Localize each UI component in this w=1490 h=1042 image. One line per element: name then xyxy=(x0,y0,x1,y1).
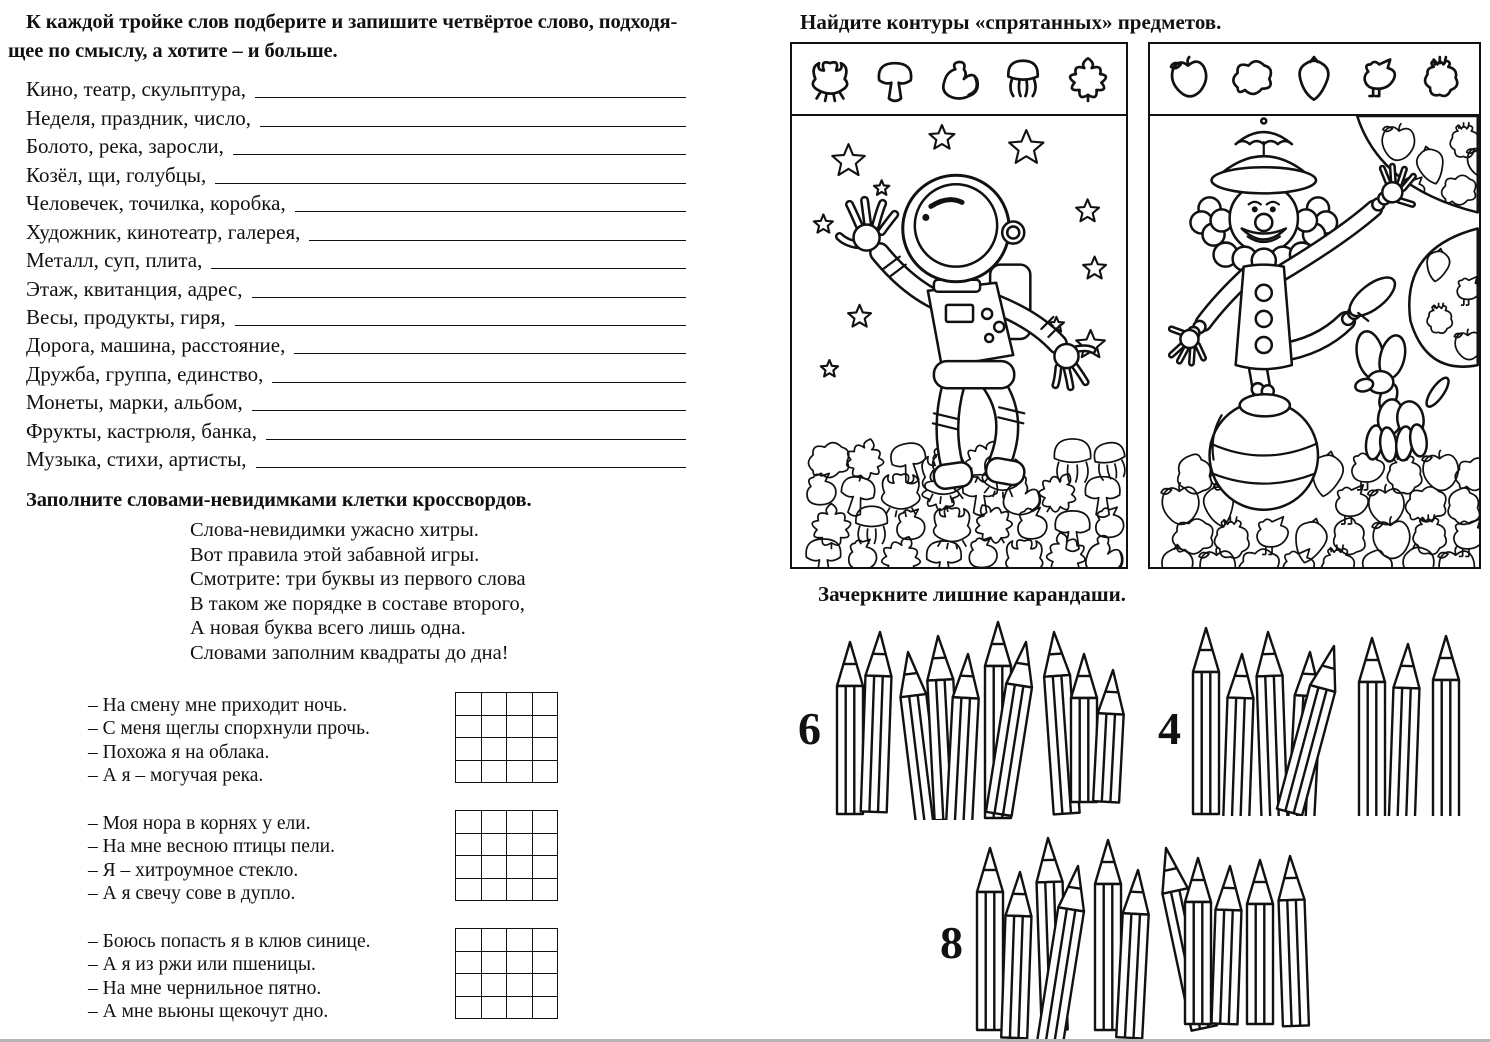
crossword-cell[interactable] xyxy=(507,760,533,783)
word-triple-row xyxy=(26,444,686,472)
crossword-cell[interactable] xyxy=(532,951,558,974)
answer-blank[interactable] xyxy=(235,325,686,326)
crossword-cell[interactable] xyxy=(532,996,558,1019)
crossword-cell[interactable] xyxy=(456,811,482,834)
riddle-line: – А я свечу сове в дупло. xyxy=(88,883,296,905)
pencil[interactable] xyxy=(1001,872,1033,1039)
answer-blank[interactable] xyxy=(309,240,686,241)
pencil-group-8 xyxy=(936,820,1326,1042)
pencil[interactable] xyxy=(1247,860,1273,1024)
task-heading-hidden-objects: Найдите контуры «спрятанных» предметов. xyxy=(800,10,1222,34)
hidden-objects-legend xyxy=(792,44,1126,116)
jellyfish-icon xyxy=(995,51,1051,107)
poem xyxy=(190,518,526,666)
riddle-line: – Боюсь попасть я в клюв синице. xyxy=(88,931,371,952)
crossword-cell[interactable] xyxy=(507,856,533,879)
word-triples-list xyxy=(26,74,686,472)
crossword-cell[interactable] xyxy=(532,760,558,783)
cloud-icon xyxy=(1223,51,1279,107)
pencil[interactable] xyxy=(837,642,863,814)
crossword-cell[interactable] xyxy=(456,974,482,997)
word-triple-row xyxy=(26,74,686,102)
crossword-cell[interactable] xyxy=(532,974,558,997)
crossword-cell[interactable] xyxy=(456,951,482,974)
pencil[interactable] xyxy=(861,632,893,813)
answer-blank[interactable] xyxy=(272,382,686,383)
crossword-grid xyxy=(455,692,558,783)
pencil-group-4 xyxy=(1156,616,1478,816)
crossword-cell[interactable] xyxy=(481,693,507,716)
crossword-cell[interactable] xyxy=(532,833,558,856)
answer-blank[interactable] xyxy=(294,353,686,354)
word-triple-row xyxy=(26,188,686,216)
word-triple-text: Музыка, стихи, артисты, xyxy=(26,447,247,472)
pencil[interactable] xyxy=(1093,669,1126,802)
pencil[interactable] xyxy=(1277,856,1309,1027)
word-triple-row xyxy=(26,131,686,159)
crossword-cell[interactable] xyxy=(507,738,533,761)
riddle-grid-slot xyxy=(455,928,558,1019)
word-triple-text: Болото, река, заросли, xyxy=(26,134,224,159)
crossword-cell[interactable] xyxy=(507,693,533,716)
task-heading-words xyxy=(8,8,690,65)
word-triple-text: Металл, суп, плита, xyxy=(26,248,203,273)
riddle-line: – А я – могучая река. xyxy=(88,765,264,787)
answer-blank[interactable] xyxy=(295,211,686,212)
raspberry-icon xyxy=(1413,51,1469,107)
poem-line: А новая буква всего лишь одна. xyxy=(190,617,466,640)
astronaut-scene[interactable] xyxy=(792,116,1126,567)
riddle-line: – С меня щеглы спорхнули прочь. xyxy=(88,718,370,740)
crossword-cell[interactable] xyxy=(456,856,482,879)
riddle-line: – Похожа я на облака. xyxy=(88,741,270,763)
poem-line: В таком же порядке в составе второго, xyxy=(190,592,525,615)
answer-blank[interactable] xyxy=(252,297,686,298)
crossword-cell[interactable] xyxy=(481,974,507,997)
word-triple-row xyxy=(26,415,686,443)
riddle-line: – А я из ржи или пшеницы. xyxy=(88,954,316,976)
hidden-objects-puzzle-clown xyxy=(1148,42,1481,569)
word-triple-row xyxy=(26,358,686,386)
crossword-cell[interactable] xyxy=(481,811,507,834)
word-triple-row xyxy=(26,159,686,187)
word-triple-text: Художник, кинотеатр, галерея, xyxy=(26,219,301,244)
crossword-cell[interactable] xyxy=(456,760,482,783)
poem-line: Вот правила этой забавной игры. xyxy=(190,543,480,566)
pencil[interactable] xyxy=(1193,628,1219,814)
crossword-cell[interactable] xyxy=(507,929,533,952)
word-triple-row xyxy=(26,216,686,244)
riddle-line: – А мне вьюны щекочут дно. xyxy=(88,1001,329,1023)
squirrel-icon xyxy=(931,51,987,107)
poem-line: Слова-невидимки ужасно хитры. xyxy=(190,519,479,541)
crossword-cell[interactable] xyxy=(456,929,482,952)
pencil-group-6 xyxy=(796,616,1150,820)
hidden-objects-legend xyxy=(1150,44,1479,116)
crossword-cell[interactable] xyxy=(481,760,507,783)
word-triple-text: Человечек, точилка, коробка, xyxy=(26,191,286,216)
crossword-cell[interactable] xyxy=(481,833,507,856)
task-heading-crosswords: Заполните словами-невидимками клетки кроссвордов. xyxy=(26,489,532,511)
answer-blank[interactable] xyxy=(233,154,686,155)
word-triple-row xyxy=(26,387,686,415)
word-triple-text: Неделя, праздник, число, xyxy=(26,105,252,130)
word-triple-text: Козёл, щи, голубцы, xyxy=(26,162,207,187)
crossword-cell[interactable] xyxy=(507,878,533,901)
clown-scene[interactable] xyxy=(1150,116,1479,567)
pencil-count-label: 6 xyxy=(798,703,821,754)
apple-icon xyxy=(1160,51,1216,107)
riddle-line: – На мне чернильное пятно. xyxy=(88,977,322,999)
hidden-objects-puzzle-astronaut xyxy=(790,42,1128,569)
crossword-grid xyxy=(455,928,558,1019)
crossword-cell[interactable] xyxy=(507,715,533,738)
crossword-cell[interactable] xyxy=(456,715,482,738)
crossword-cell[interactable] xyxy=(532,715,558,738)
pencil[interactable] xyxy=(1211,866,1242,1025)
task-heading-pencils: Зачеркните лишние карандаши. xyxy=(818,582,1126,606)
answer-blank[interactable] xyxy=(211,268,686,269)
word-triple-row xyxy=(26,273,686,301)
crossword-cell[interactable] xyxy=(481,996,507,1019)
crossword-cell[interactable] xyxy=(507,974,533,997)
word-triple-row xyxy=(26,302,686,330)
crossword-cell[interactable] xyxy=(532,878,558,901)
oak-leaf-icon xyxy=(1060,51,1116,107)
crossword-cell[interactable] xyxy=(507,951,533,974)
crossword-cell[interactable] xyxy=(481,878,507,901)
pencil[interactable] xyxy=(977,848,1003,1030)
crab-icon xyxy=(802,51,858,107)
riddle-line: – На смену мне приходит ночь. xyxy=(88,695,348,716)
word-triple-text: Дорога, машина, расстояние, xyxy=(26,333,286,358)
crossword-cell[interactable] xyxy=(507,811,533,834)
poem-line: Словами заполним квадраты до дна! xyxy=(190,641,509,664)
crossword-cell[interactable] xyxy=(532,811,558,834)
crossword-cell[interactable] xyxy=(456,738,482,761)
crossword-cell[interactable] xyxy=(507,833,533,856)
crossword-cell[interactable] xyxy=(456,878,482,901)
riddle-block xyxy=(88,812,335,906)
answer-blank[interactable] xyxy=(260,126,686,127)
crossword-cell[interactable] xyxy=(456,833,482,856)
crossword-cell[interactable] xyxy=(456,693,482,716)
word-triple-row xyxy=(26,102,686,130)
mushroom-icon xyxy=(867,51,923,107)
word-triple-text: Дружба, группа, единство, xyxy=(26,361,264,386)
crossword-cell[interactable] xyxy=(481,929,507,952)
crossword-cell[interactable] xyxy=(481,856,507,879)
crossword-cell[interactable] xyxy=(481,951,507,974)
riddle-block xyxy=(88,930,371,1024)
crossword-cell[interactable] xyxy=(532,856,558,879)
heading-line: щее по смыслу, а хотите – и больше. xyxy=(8,39,338,62)
crossword-cell[interactable] xyxy=(481,715,507,738)
word-triple-text: Весы, продукты, гиря, xyxy=(26,304,226,329)
crossword-cell[interactable] xyxy=(481,738,507,761)
answer-blank[interactable] xyxy=(266,439,686,440)
word-triple-text: Монеты, марки, альбом, xyxy=(26,390,243,415)
riddle-line: – Моя нора в корнях у ели. xyxy=(88,813,311,834)
crossword-cell[interactable] xyxy=(456,996,482,1019)
word-triple-row xyxy=(26,245,686,273)
heading-line: К каждой тройке слов подберите и запишите четвёртое слово, подходя- xyxy=(26,11,678,33)
riddle-line: – Я – хитроумное стекло. xyxy=(88,859,299,881)
crossword-cell[interactable] xyxy=(507,996,533,1019)
poem-line: Смотрите: три буквы из первого слова xyxy=(190,568,526,591)
pencil-count-label: 8 xyxy=(940,917,963,968)
answer-blank[interactable] xyxy=(252,410,686,411)
riddle-grid-slot xyxy=(455,810,558,901)
word-triple-row xyxy=(26,330,686,358)
bird-icon xyxy=(1350,51,1406,107)
riddle-block xyxy=(88,694,370,788)
pencil[interactable] xyxy=(1359,638,1385,816)
crossword-cell[interactable] xyxy=(532,738,558,761)
pencil[interactable] xyxy=(1185,858,1211,1024)
crossword-cell[interactable] xyxy=(532,693,558,716)
pencil[interactable] xyxy=(1433,636,1459,816)
answer-blank[interactable] xyxy=(215,183,686,184)
crossword-cell[interactable] xyxy=(532,929,558,952)
strawberry-icon xyxy=(1286,51,1342,107)
answer-blank[interactable] xyxy=(255,97,686,98)
answer-blank[interactable] xyxy=(256,467,686,468)
word-triple-text: Фрукты, кастрюля, банка, xyxy=(26,418,257,443)
riddle-grid-slot xyxy=(455,692,558,783)
word-triple-text: Этаж, квитанция, адрес, xyxy=(26,276,243,301)
pencil[interactable] xyxy=(1389,644,1421,816)
crossword-grid xyxy=(455,810,558,901)
riddle-line: – На мне весною птицы пели. xyxy=(88,836,335,858)
pencil-count-label: 4 xyxy=(1158,703,1181,754)
pencil[interactable] xyxy=(1223,654,1255,816)
word-triple-text: Кино, театр, скульптура, xyxy=(26,77,247,102)
